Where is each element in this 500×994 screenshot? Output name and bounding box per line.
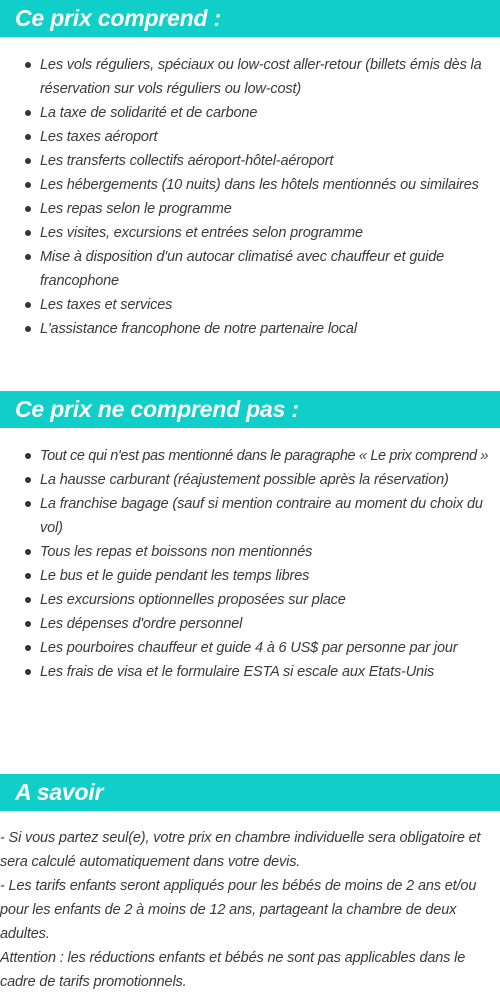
bullet-icon xyxy=(25,254,31,260)
bullet-icon xyxy=(25,477,31,483)
list-item: Les hébergements (10 nuits) dans les hôtels mentionnés ou similaires xyxy=(0,173,500,197)
savoir-paragraph: Attention : les réductions enfants et bébés ne sont pas applicables dans le cadre de tarifs promotionnels. xyxy=(0,950,466,990)
list-item: Les pourboires chauffeur et guide 4 à 6 US$ par personne par jour xyxy=(0,636,500,660)
bullet-icon xyxy=(25,62,31,68)
list-item: Les vols réguliers, spéciaux ou low-cost aller-retour (billets émis dès la réservation sur vols réguliers ou low-cost) xyxy=(0,53,500,101)
savoir-paragraph: - Les tarifs enfants seront appliqués pour les bébés de moins de 2 ans et/ou pour les enfants de 2 à moins de 12 ans, partageant la chambre de deux adultes. xyxy=(0,878,477,942)
list-item: Les excursions optionnelles proposées sur place xyxy=(0,588,500,612)
bullet-icon xyxy=(25,453,31,459)
bullet-icon xyxy=(25,645,31,651)
list-item: Les visites, excursions et entrées selon programme xyxy=(0,221,500,245)
list-item: Les taxes aéroport xyxy=(0,125,500,149)
bullet-icon xyxy=(25,573,31,579)
list-item: La taxe de solidarité et de carbone xyxy=(0,101,500,125)
list-item: Tout ce qui n'est pas mentionné dans le paragraphe « Le prix comprend » xyxy=(0,444,500,468)
bullet-icon xyxy=(25,302,31,308)
bullet-icon xyxy=(25,230,31,236)
savoir-paragraph: - Si vous partez seul(e), votre prix en chambre individuelle sera obligatoire et sera calculé automatiquement dans votre devis. xyxy=(0,830,481,870)
bullet-icon xyxy=(25,182,31,188)
bullet-icon xyxy=(25,501,31,507)
excludes-list xyxy=(0,444,500,684)
list-item: Les taxes et services xyxy=(0,293,500,317)
bullet-icon xyxy=(25,597,31,603)
bullet-icon xyxy=(25,549,31,555)
list-item: Les frais de visa et le formulaire ESTA si escale aux Etats-Unis xyxy=(0,660,500,684)
list-item: Tous les repas et boissons non mentionnés xyxy=(0,540,500,564)
bullet-icon xyxy=(25,326,31,332)
list-item: La hausse carburant (réajustement possible après la réservation) xyxy=(0,468,500,492)
excludes-title: Ce prix ne comprend pas : xyxy=(15,396,299,422)
bullet-icon xyxy=(25,110,31,116)
list-item: Les transferts collectifs aéroport-hôtel-aéroport xyxy=(0,149,500,173)
savoir-title: A savoir xyxy=(15,779,104,805)
list-item: Les repas selon le programme xyxy=(0,197,500,221)
bullet-icon xyxy=(25,158,31,164)
list-item: L'assistance francophone de notre partenaire local xyxy=(0,317,500,341)
excludes-header xyxy=(0,391,500,428)
list-item: Le bus et le guide pendant les temps libres xyxy=(0,564,500,588)
savoir-content xyxy=(0,826,500,994)
includes-header xyxy=(0,0,500,37)
list-item: Les dépenses d'ordre personnel xyxy=(0,612,500,636)
includes-title: Ce prix comprend : xyxy=(15,5,221,31)
bullet-icon xyxy=(25,206,31,212)
list-item: La franchise bagage (sauf si mention contraire au moment du choix du vol) xyxy=(0,492,500,540)
bullet-icon xyxy=(25,134,31,140)
bullet-icon xyxy=(25,621,31,627)
bullet-icon xyxy=(25,669,31,675)
includes-list xyxy=(0,53,500,341)
savoir-header xyxy=(0,774,500,811)
list-item: Mise à disposition d'un autocar climatisé avec chauffeur et guide francophone xyxy=(0,245,500,293)
